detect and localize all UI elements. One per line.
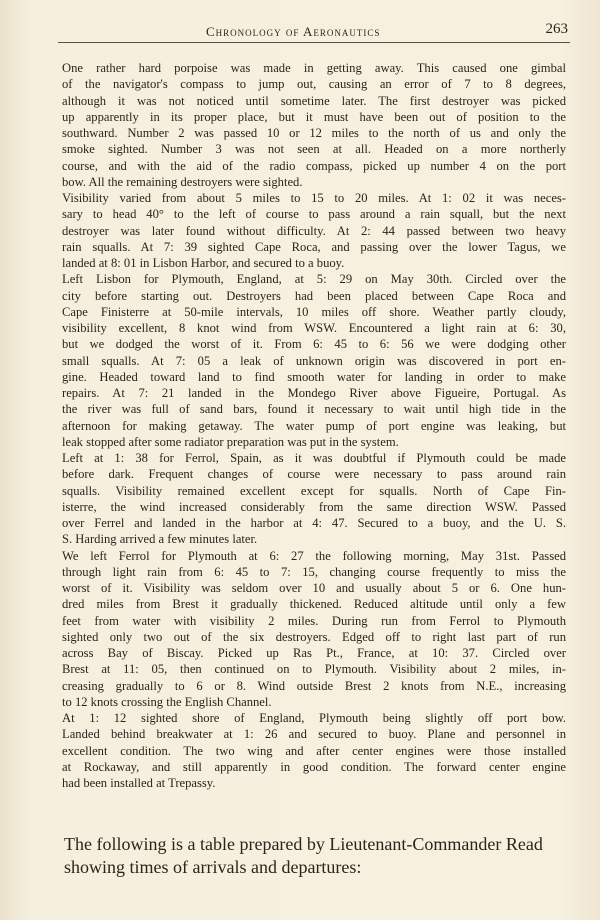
text-line: the river was full of sand bars, found it necessary to wait until high tide in the	[62, 402, 566, 417]
text-line: through light rain from 6: 45 to 7: 15, changing course frequently to miss the	[62, 564, 566, 579]
text-line: At 1: 12 sighted shore of England, Plymouth being slightly off port bow.	[62, 711, 566, 725]
body-paragraph	[62, 60, 566, 190]
text-line: course, and with the aid of the radio compass, picked up number 4 on the port	[62, 158, 566, 173]
text-line: dred miles from Brest it gradually thickened. Reduced altitude until only a few	[62, 597, 566, 612]
text-line: at Rockaway, and still apparently in good condition. The forward center engine	[62, 759, 566, 774]
running-title: Chronology of Aeronautics	[206, 24, 381, 39]
page-number: 263	[545, 21, 568, 37]
text-line: before dark. Frequent changes of course were necessary to pass around rain	[62, 467, 566, 482]
text-line: creasing gradually to 6 or 8. Wind outside Brest 2 knots from N.E., increasing	[62, 678, 566, 693]
body-paragraph	[62, 450, 566, 548]
text-line: showing times of arrivals and departures:	[64, 857, 362, 877]
text-line: sary to head 40° to the left of course to pass around a rain squall, but the next	[62, 207, 566, 222]
text-line: southward. Number 2 was passed 10 or 12 miles to the north of us and only the	[62, 126, 566, 140]
text-line: across Bay of Biscay. Picked up Ras Pt., France, at 10: 37. Circled over	[62, 646, 566, 660]
text-line: had been installed at Trepassy.	[62, 776, 216, 790]
text-line: landed at 8: 01 in Lisbon Harbor, and secured to a buoy.	[62, 256, 345, 270]
text-line: afternoon for making getaway. The water pump of port engine was leaking, but	[62, 418, 566, 433]
text-line: We left Ferrol for Plymouth at 6: 27 the following morning, May 31st. Passed	[62, 548, 566, 563]
table-intro-paragraph	[64, 833, 568, 879]
text-line: of the navigator's compass to jump out, causing an error of 7 to 8 degrees,	[62, 77, 566, 92]
text-line: sighted only two out of the six destroyers. Edged off to right last part of run	[62, 629, 566, 644]
text-line: Brest at 11: 05, then continued on to Plymouth. Visibility about 2 miles, in-	[62, 662, 566, 677]
text-line: gine. Headed toward land to find smooth water for landing in order to make	[62, 369, 566, 384]
text-line: bow. All the remaining destroyers were sighted.	[62, 174, 303, 189]
text-line: worst of it. Visibility was seldom over 10 and usually about 5 or 6. One hun-	[62, 581, 566, 595]
text-line: visibility excellent, 8 knot wind from WSW. Encountered a light rain at 6: 30,	[62, 321, 566, 335]
text-line: isterre, the wind increased considerably from the same direction WSW. Passed	[62, 499, 566, 514]
text-line: to 12 knots crossing the English Channel.	[62, 694, 272, 709]
text-line: up apparently in its proper place, but it must have been out of position to the	[62, 109, 566, 124]
text-line: small squalls. At 7: 05 a leak of unknown origin was discovered in port en-	[62, 353, 566, 368]
text-line: Visibility varied from about 5 miles to 15 to 20 miles. At 1: 02 it was neces-	[62, 191, 566, 205]
text-line: feet from water with visibility 2 miles. During run from Ferrol to Plymouth	[62, 613, 566, 628]
page-header	[58, 20, 570, 43]
text-line: Landed behind breakwater at 1: 26 and secured to buoy. Plane and personnel in	[62, 727, 566, 742]
body-paragraph	[62, 710, 566, 791]
text-line: repairs. At 7: 21 landed in the Mondego River above Figueire, Portugal. As	[62, 386, 566, 400]
text-line: smoke sighted. Number 3 was not seen at all. Headed on a more northerly	[62, 142, 566, 157]
body-paragraph	[62, 271, 566, 450]
body-text	[62, 60, 566, 791]
text-line: Left at 1: 38 for Ferrol, Spain, as it was doubtful if Plymouth could be made	[62, 451, 566, 465]
text-line: squalls. Visibility remained excellent except for squalls. North of Cape Fin-	[62, 483, 566, 498]
text-line: but we dodged the worst of it. From 6: 45 to 6: 56 we were dodging other	[62, 337, 566, 352]
text-line: city before starting out. Destroyers had been placed between Cape Roca and	[62, 288, 566, 303]
body-paragraph	[62, 190, 566, 271]
text-line: S. Harding arrived a few minutes later.	[62, 532, 258, 547]
text-line: excellent condition. The two wing and after center engines were those installed	[62, 743, 566, 758]
text-line: Cape Finisterre at 50-mile intervals, 10 miles off shore. Weather partly cloudy,	[62, 304, 566, 319]
text-line: rain squalls. At 7: 39 sighted Cape Roca, and passing over the lower Tagus, we	[62, 239, 566, 254]
text-line: Left Lisbon for Plymouth, England, at 5: 29 on May 30th. Circled over the	[62, 272, 566, 287]
text-line: leak stopped after some radiator preparation was put in the system.	[62, 434, 399, 449]
body-paragraph	[62, 548, 566, 711]
text-line: over Ferrel and landed in the harbor at 4: 47. Secured to a buoy, and the U. S.	[62, 516, 566, 530]
text-line: The following is a table prepared by Lieutenant-Commander Read	[64, 834, 543, 854]
text-line: destroyer was later found without difficulty. At 2: 44 passed between two heavy	[62, 223, 566, 238]
text-line: One rather hard porpoise was made in getting away. This caused one gimbal	[62, 61, 566, 75]
text-line: although it was not noticed until sometime later. The first destroyer was picked	[62, 93, 566, 108]
